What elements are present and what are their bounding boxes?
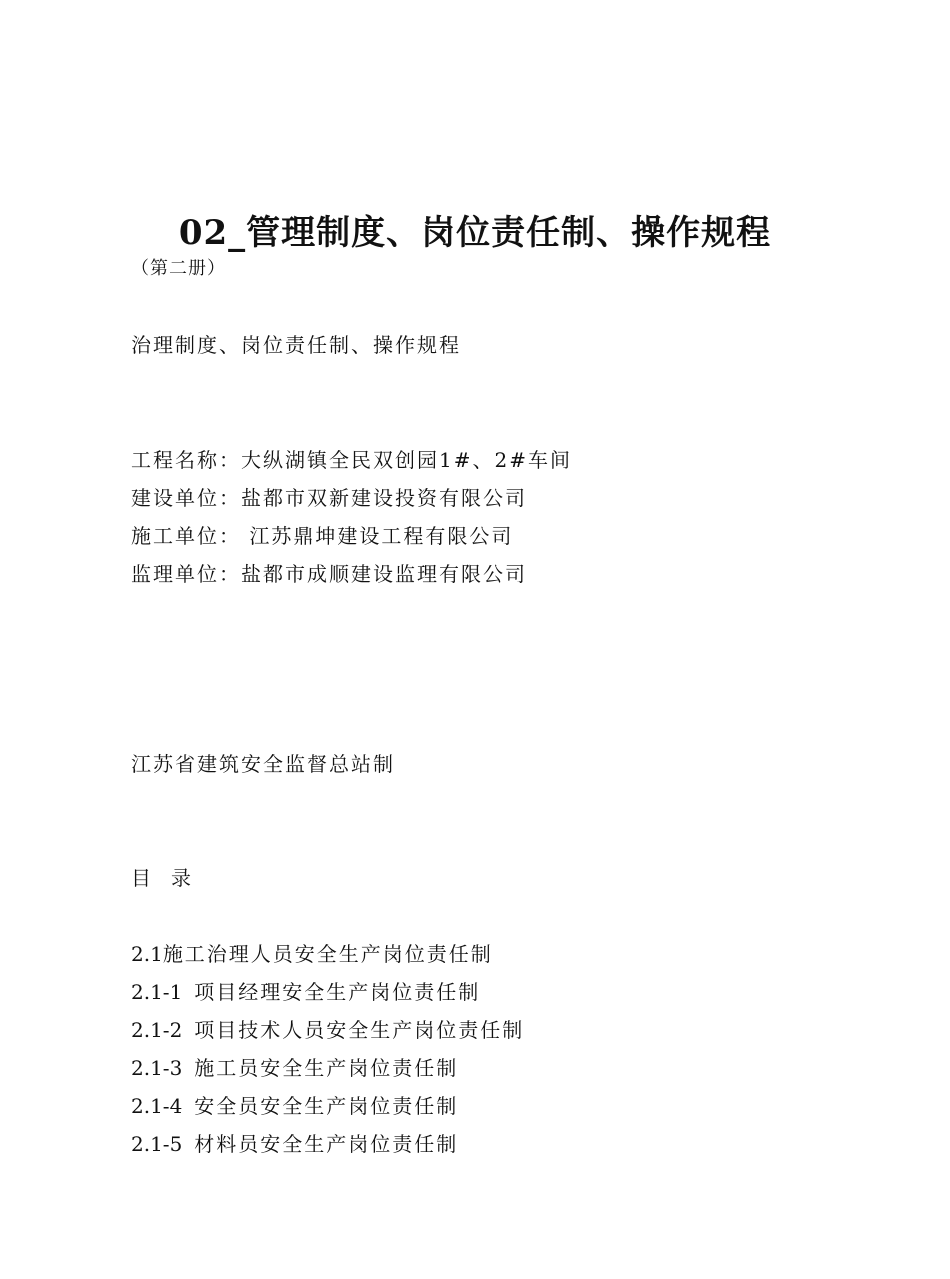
toc-item-text: 材料员安全生产岗位责任制 xyxy=(194,1132,459,1156)
document-subtitle: 治理制度、岗位责任制、操作规程 xyxy=(131,333,461,357)
toc-item-number: 2.1 xyxy=(131,942,163,966)
document-title: 02_管理制度、岗位责任制、操作规程 xyxy=(178,213,772,253)
construction-unit: 建设单位：盐都市双新建设投资有限公司 xyxy=(131,486,527,510)
toc-item[interactable] xyxy=(131,1056,524,1094)
volume-label: （第二册） xyxy=(131,258,226,279)
toc-item-number: 2.1-1 xyxy=(131,980,183,1004)
supervision-unit: 监理单位：盐都市成顺建设监理有限公司 xyxy=(131,562,527,586)
toc-item-number: 2.1-3 xyxy=(131,1056,183,1080)
toc-item-text: 项目技术人员安全生产岗位责任制 xyxy=(194,1018,525,1042)
toc-item-number: 2.1-2 xyxy=(131,1018,183,1042)
issuer: 江苏省建筑安全监督总站制 xyxy=(131,752,395,776)
toc-item[interactable] xyxy=(131,1094,524,1132)
toc-heading-right: 录 xyxy=(171,866,191,890)
toc-heading xyxy=(131,866,191,890)
toc-item-text: 施工员安全生产岗位责任制 xyxy=(194,1056,459,1080)
toc-item-number: 2.1-4 xyxy=(131,1094,183,1118)
toc-item[interactable] xyxy=(131,980,524,1018)
toc-item-text: 安全员安全生产岗位责任制 xyxy=(194,1094,459,1118)
toc-item-text: 项目经理安全生产岗位责任制 xyxy=(194,980,481,1004)
toc-item-number: 2.1-5 xyxy=(131,1132,183,1156)
toc-item[interactable] xyxy=(131,1018,524,1056)
toc-item-text: 施工治理人员安全生产岗位责任制 xyxy=(162,942,493,966)
toc-item[interactable] xyxy=(131,942,524,980)
table-of-contents xyxy=(131,942,524,1170)
toc-heading-left: 目 xyxy=(131,866,151,890)
project-name: 工程名称：大纵湖镇全民双创园1#、2#车间 xyxy=(131,448,572,472)
toc-item[interactable] xyxy=(131,1132,524,1170)
builder-unit: 施工单位： 江苏鼎坤建设工程有限公司 xyxy=(131,524,514,548)
